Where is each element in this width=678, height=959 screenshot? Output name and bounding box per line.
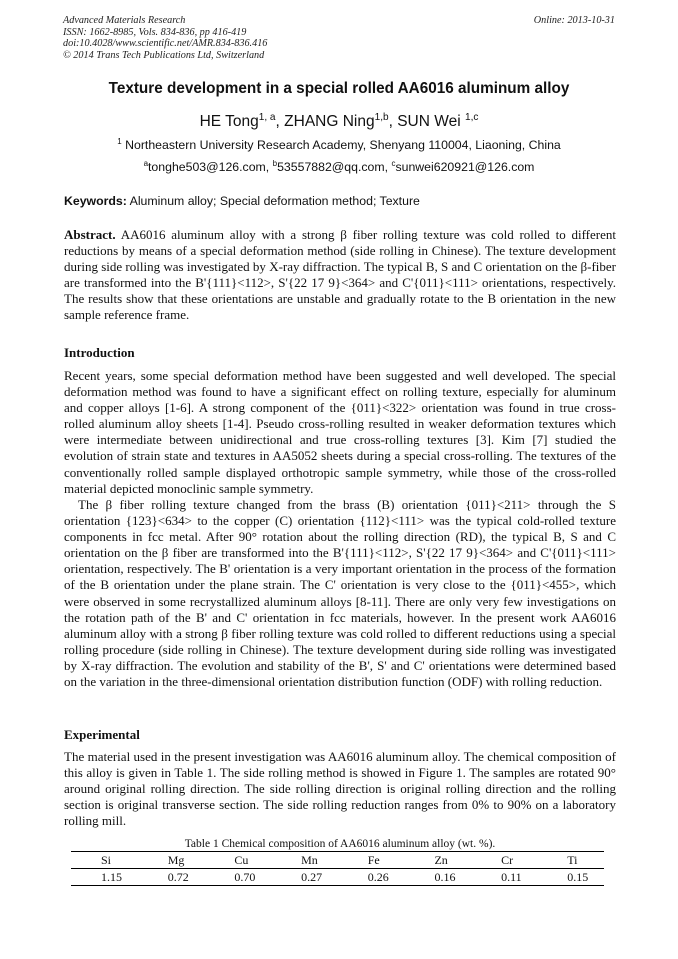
abstract [64, 227, 616, 324]
abstract-label: Abstract. [64, 227, 116, 242]
table-cell: 0.26 [367, 870, 389, 884]
table-cell: 0.16 [434, 870, 456, 884]
table-header-cell: Ti [567, 853, 578, 867]
doi-line: doi:10.4028/www.scientific.net/AMR.834-836.416 [63, 38, 268, 49]
composition-table [71, 851, 604, 886]
table-header-cell: Si [101, 853, 112, 867]
table-header-row [71, 852, 604, 869]
email-a: $^a$tonghe503@126.com, [143, 158, 273, 174]
author: HE Tong$^{1, a}$, [199, 111, 285, 130]
table-cell: 0.11 [501, 870, 522, 884]
table-cell: 0.70 [234, 870, 256, 884]
keywords-label: Keywords: [64, 194, 127, 208]
email-b: $^b$53557882@qq.com, [272, 158, 392, 174]
affiliation: $^1$ Northeastern University Research Academy, Shenyang 110004, Liaoning, China [117, 136, 561, 152]
keywords [64, 194, 616, 208]
journal-name: Advanced Materials Research [63, 15, 186, 26]
table-header-cell: Mg [167, 853, 185, 867]
paper-title: Texture development in a special rolled AA6016 aluminum alloy [108, 80, 570, 97]
table-caption: Table 1 Chemical composition of AA6016 aluminum alloy (wt. %). [184, 838, 496, 850]
issn-line: ISSN: 1662-8985, Vols. 834-836, pp 416-419 [63, 26, 247, 38]
table-cell: 0.15 [567, 870, 589, 884]
experimental-paragraph-1: The material used in the present investigation was AA6016 aluminum alloy. The chemical composition of this alloy is given in Table 1. The side rolling method is showed in Figure 1. The samples are rotated 90° around original rolling direction. The side rolling direction is original rolling direction and the rolling section is original transverse section. The side rolling reduction ranges from 0% to 90% on a laboratory rolling mill. [64, 749, 616, 829]
experimental-heading: Experimental [64, 727, 140, 742]
table-cell: 0.27 [301, 870, 323, 884]
author: SUN Wei $^{1,c}$ [397, 111, 479, 130]
copyright-line: © 2014 Trans Tech Publications Ltd, Switzerland [63, 49, 265, 61]
journal-header [63, 15, 615, 61]
author: ZHANG Ning$^{1,b}$, [284, 111, 398, 130]
table-header-cell: Mn [301, 853, 318, 867]
introduction-paragraph-1: Recent years, some special deformation method have been suggested and well developed. The special deformation method was found to have a significant effect on rolling texture, especially for aluminum and copper alloys [1-6]. A strong component of the {011}<322> orientation was found in true cross-rolled aluminum alloy sheets [1-4]. Pseudo cross-rolling resulted in weaker deformation textures which were intermediate between unidirectional and true cross-rolling textures [3]. Kim [7] studied the evolution of strain state and textures in AA5052 sheets during a special cross-rolling. The textures of the conventionally rolled sample displayed orthotropic sample symmetry, while those of the cross-rolled material depicted monoclinic sample symmetry. [64, 368, 616, 496]
table-cell: 0.72 [167, 870, 189, 884]
author-list [40, 113, 638, 131]
table-header-cell: Cr [501, 853, 514, 867]
keywords-text: Aluminum alloy; Special deformation method; Texture [126, 194, 420, 208]
abstract-text: AA6016 aluminum alloy with a strong β fiber rolling texture was cold rolled to different reductions by means of a special deformation method (side rolling in Chinese). The texture development during side rolling was investigated by X-ray diffraction. The typical B, S and C orientation on the β-fiber are transformed into the B'{111}<112>, S'{22 17 9}<364> and C'{011}<111> orientations, respectively. The results show that these orientations are unstable and gradually rotate to the B orientation in the new sample reference frame. [64, 227, 616, 323]
introduction-paragraph-2: The β fiber rolling texture changed from the brass (B) orientation {011}<211> through the S orientation {123}<634> to the copper (C) orientation {112}<111> was the typical cold-rolled texture components in fcc metal. After 90° rotation about the rolling direction (RD), the typical B, S and C orientation on the β fiber are transformed into the B'{111}<112>, S'{22 17 9}<364> and C'{011}<111> orientation, respectively. The B' orientation is a very important orientation in the process of the formation of the B orientation under the plane strain. The C' orientation is very close to the {011}<455>, which were observed in some recrystallized aluminum alloys [8-11]. There are only very few investigations on the rotation path of the B' and C' orientation in fcc materials, however. In the present work AA6016 aluminum alloy with a strong β fiber rolling texture was cold rolled to different reductions using a special rolling procedure (side rolling in Chinese). The texture development during side rolling was investigated by X-ray diffraction. The evolution and stability of the B', S' and C' orientations were determined based on the variation in the three-dimensional orientation distribution function (ODF) with rolling reduction. [64, 497, 616, 690]
table-cell: 1.15 [101, 870, 122, 884]
table-header-cell: Zn [434, 853, 448, 867]
email-list [40, 160, 638, 174]
table-header-cell: Fe [367, 853, 380, 867]
email-c: $^c$sunwei620921@126.com [391, 158, 535, 174]
table-row [71, 869, 604, 886]
introduction-heading: Introduction [64, 345, 135, 360]
table-header-cell: Cu [234, 853, 249, 867]
online-date: Online: 2013-10-31 [533, 15, 615, 26]
